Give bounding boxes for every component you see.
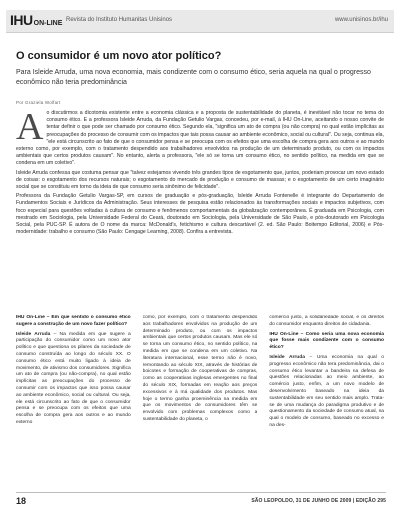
- interview-question: IHU On-Line – Em que sentido o consumo ético sugere a construção de um novo fazer político?: [16, 315, 131, 327]
- issue-info: SÃO LEOPOLDO, 31 DE JUNHO DE 2009 | EDIÇÃO 295: [251, 498, 386, 504]
- article-title: O consumidor é um novo ator político?: [16, 50, 222, 62]
- magazine-name: Revista do Instituto Humanitas Unisinos: [66, 17, 173, 23]
- interview-columns: [16, 315, 384, 500]
- intro-paragraph-1: [16, 110, 384, 168]
- column-2: [143, 315, 258, 500]
- interview-answer: [269, 355, 384, 430]
- answer-text: – Na medida em que sugere a participação do consumidor como um novo ator político e que questiona os pilares da sociedade de consumo construída ao longo do século XX. O consumo ético está muito ligado à ideia de movimento, de ativismo dos consumidores. Significa um ato de compra (ou não-compra), no qual estão implícitas as preocupações do processo de consumir com os impactos que isso possa causar ao ambiente econômico, social ou cultural. Ou seja, ele está circunscrito ao fato de que o consumidor pensa e se preocupa com os efeitos que uma escolha de compra gera aos outros e ao mundo externo: [16, 331, 131, 425]
- logo-sub: ON-LINE: [33, 20, 63, 27]
- article-lead: Para Isleide Arruda, uma nova economia, mais condizente com o consumo ético, seria aquela na qual o progresso econômico não teria predominância: [16, 69, 371, 86]
- article-author: Por Graziela Wolfart: [16, 100, 61, 105]
- column-1: [16, 315, 131, 500]
- article-intro: [16, 110, 384, 310]
- page-number: 18: [16, 496, 27, 506]
- ihu-logo: [10, 12, 62, 28]
- intro-paragraph-1-text: o discutirmos a dicotomia existente entre a economia clássica e a proposta de sustentabilidade do planeta, é inevitável não tocar no tema do consumo ético. E a professora Isleide Arruda, da Fundação Getulio Vargas, concedeu, por e-mail, à IHU On-Line, aceitando o nosso convite de tentar definir o que pode ser chamado por consumo ético. Segundo ela, "significa um ato de compra (ou não compra) no qual estão implícitas as preocupações do processo de consumir com os impactos que tais possa causar ao ambiente econômico, social ou cultural". Ou seja, continua ela, "ele está circunscrito ao fato de que o consumidor pensa e se preocupa com os efeitos que uma escolha de compra gera aos outros e ao mundo externo como, por exemplo, com o tratamento despendido aos trabalhadores envolvidos na produção de um determinado produto, ou com os impactos ambientais que certos produtos causam". No entanto, alerta a professora, "ele só se torna um consumo ético, no sentido político, na medida em que se condena em um coletivo".: [16, 110, 384, 167]
- answer-text: – Uma economia na qual o progresso econômico não tera predominância, dai o consumo ético levantar a bandeira na defesa de questões relacionadas ao meio ambiente, ao comércio justo, enfim, a um novo modelo de desenvolvimento baseado na ideia da sustentabilidade em seu sentido mais amplo. Trata-se de uma mudança do paradigma produtivo e de questionamento da sociedade de consumo atual, na qual o modelo de consumo, baseado no excesso e na des-: [269, 354, 385, 428]
- logo-main: IHU: [10, 12, 33, 28]
- footer-divider: [16, 492, 386, 493]
- column-3: [269, 315, 384, 500]
- drop-cap: A: [16, 110, 44, 148]
- interview-answer: [16, 332, 131, 427]
- interviewee-name: Isleide Arruda: [16, 331, 51, 337]
- interviewee-name: Isleide Arruda: [269, 354, 305, 360]
- header-bar: [6, 10, 394, 33]
- answer-continuation: comércio justo, a solidariedade social, e os direitos do consumidor enquanto direitos de cidadania.: [269, 315, 385, 327]
- interview-question: IHU On-Line – Como seria uma nova economia que fosse mais condizente com o consumo ético?: [269, 331, 385, 351]
- magazine-url[interactable]: www.unisinos.br/ihu: [334, 17, 388, 23]
- intro-paragraph-3: Professora da Fundação Getulio Vargas-SP, em cursos de graduação e pós-graduação, Isleide Arruda Fontenelle é integrante do Departamento de Fundamentos Sociais e Jurídicos da Administração. Seus interesses de pesquisa estão relacionados às transformações sociais e impactos subjetivos, com foco especial para questões voltadas à cultura de consumo e fenômenos comportamentais da globalização contemporânea. É graduada em Psicologia, com mestrado em Sociologia, pela Universidade Federal do Ceará, doutorado em Sociologia, pela Universidade de São Paulo, e pós-doutorado em Psicologia Social, pela PUC-SP. É autora de O nome da marca: McDonald's, fetichismo e cultura descartável (2. ed. São Paulo: Boitempo Editorial, 2006) e Pós-modernidade: trabalho e consumo (São Paulo: Cengage Learning, 2008). Confira a entrevista.: [16, 193, 384, 236]
- intro-paragraph-2: Isleide Arruda confessa que costuma pensar que "talvez estejamos vivendo três grandes tipos de esgotamento que, juntos, poderiam provocar um novo estado de coisas: o esgotamento dos recursos naturais; o esgotamento do mercado de produção e consumo de massas; e o esgotamento de um certo imaginário social que se constituiu em torno da ideia de que consumo seria sinônimo de felicidade".: [16, 169, 384, 191]
- answer-continuation: como, por exemplo, com o tratamento despendido aos trabalhadores envolvidos na produção de um determinado produto, ou com os impactos ambientais que certos produtos causam. Mas ele só se torna um consumo ético, no sentido político, na medida em que se condena em um coletivo. Na literatura internacional, esse termo não é novo, remontando ao século XIX, através de histórias de boicotes e formação de cooperativas de compras, como as cooperativas inglesas emergentes no final do século XIX, formadas em reação aos preços excessivos e à má qualidade dos produtos. Mas hoje o termo ganha proeminência na medida em que os movimentos de consumidores têm se envolvido com problemas complexos como a sustentabilidade do planeta, o: [142, 315, 258, 422]
